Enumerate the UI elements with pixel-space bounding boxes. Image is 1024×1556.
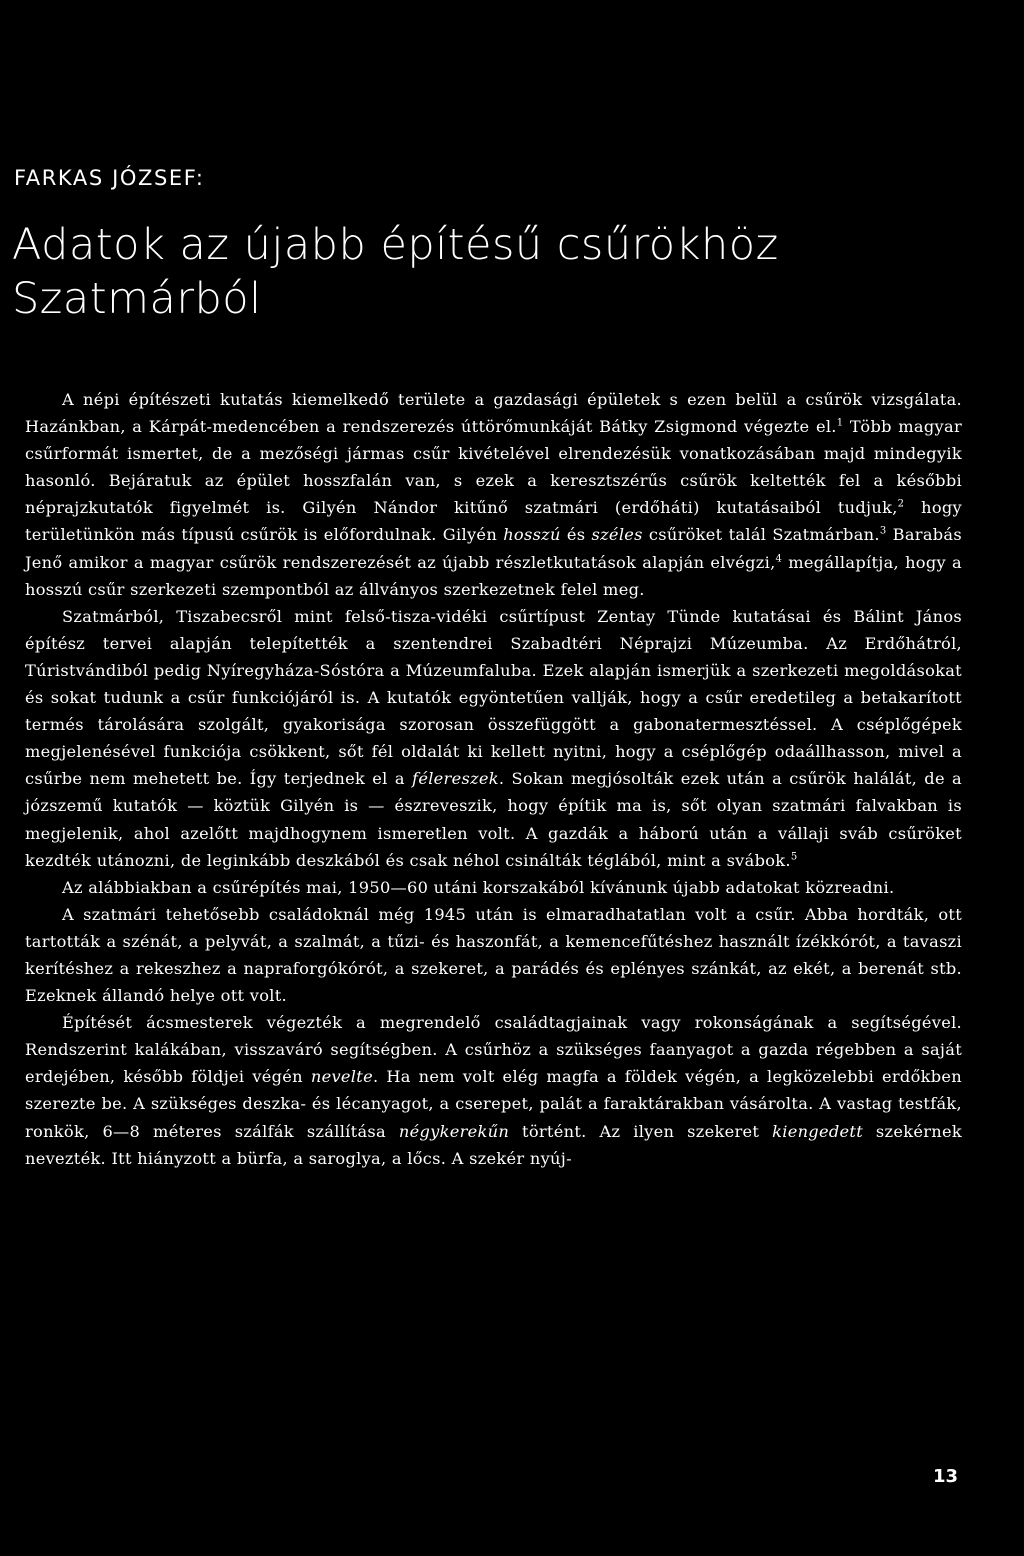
footnote-marker-4: 4 xyxy=(775,553,783,565)
article-title xyxy=(12,218,1012,326)
text-run: csűröket talál Szatmárban. xyxy=(642,525,880,545)
text-run: és xyxy=(560,525,592,545)
emphasis-felereszek: félereszek xyxy=(412,769,499,789)
title-line-1: Adatok az újabb építésű csűrökhöz xyxy=(12,220,779,270)
text-run: hogy területünkön más típusú csűrök is előfordulnak. Gilyén xyxy=(25,498,962,545)
page-number: 13 xyxy=(932,1466,958,1487)
author-name: FARKAS JÓZSEF: xyxy=(14,166,205,190)
text-run: Több magyar csűrformát ismertet, de a mezőségi jármas csűr kivételével elrendezésük vonatkozásában majd mindegyik hasonló. Bejáratuk az épület hosszfalán van, s ezek a keresztszérűs csűrök keltették fel a későbbi néprajzkutatók figyelmét is. Gilyén Nándor kitűnő szatmári (erdőháti) kutatásaiból tudjuk, xyxy=(25,417,962,518)
text-run: Szatmárból, Tiszabecsről mint felső-tisza-vidéki csűrtípust Zentay Tünde kutatásai és Bálint János építész tervei alapján telepítették a szentendrei Szabadtéri Néprajzi Múzeumba. Az Erdőhátról, Túristvándiból pedig Nyíregyháza-Sóstóra a Múzeumfaluba. Ezek alapján ismerjük a szerkezeti megoldásokat és sokat tudunk a csűr funkciójáról is. A kutatók egyöntetűen vallják, hogy a csűr eredetileg a betakarított termés tárolására szolgált, gyakorisága szorosan összefüggött a gabonatermesztéssel. A cséplőgépek megjelenésével funkciója csökkent, sőt fél oldalát ki kellett nyitni, hogy a cséplőgép odaállhasson, mivel a csűrbe nem mehetett be. Így terjednek el a xyxy=(25,606,962,789)
paragraph-5 xyxy=(25,1009,962,1172)
footnote-marker-1: 1 xyxy=(836,417,844,429)
title-line-2: Szatmárból xyxy=(12,274,262,324)
text-run: Barabás Jenő amikor a magyar csűrök rendszerezését az újabb részletkutatások alapján elvégzi, xyxy=(25,525,962,572)
emphasis-kiengedett: kiengedett xyxy=(772,1121,863,1141)
paragraph-2 xyxy=(25,603,962,874)
paragraph-1 xyxy=(25,386,962,603)
text-run: Építését ácsmesterek végezték a megrendelő családtagjainak vagy rokonságának a segítségével. Rendszerint kalákában, visszaváró segítségben. A csűrhöz a szükséges faanyagot a gazda régebben a saját erdejében, később földjei végén xyxy=(25,1013,962,1087)
text-run: történt. Az ilyen szekeret xyxy=(509,1121,773,1141)
emphasis-szeles: széles xyxy=(591,525,643,545)
text-run: . Ha nem volt elég magfa a földek végén, a legközelebbi erdőkben szerezte be. A szükséges deszka- és lécanyagot, a cserepet, palát a faraktárakban vásárolta. A vastag testfák, ronkök, 6—8 méteres szálfák szállítása xyxy=(25,1067,962,1141)
paragraph-4: A szatmári tehetősebb családoknál még 1945 után is elmaradhatatlan volt a csűr. Abba hordták, ott tartották a szénát, a pelyvát, a szalmát, a tűzi- és haszonfát, a kemencefűtéshez használt ízékkórót, a tavaszi kerítéshez a rekeszhez a napraforgókórót, a szekeret, a parádés és eplényes szánkát, az ekét, a berenát stb. Ezeknek állandó helye ott volt. xyxy=(25,904,962,1006)
text-run: . Sokan megjósolták ezek után a csűrök halálát, de a józszemű kutatók — köztük Gilyén is — észreveszik, hogy építik ma is, sőt olyan szatmári falvakban is megjelenik, ahol azelőtt majdhogynem ismeretlen volt. A gazdák a háború után a vállaji sváb csűröket kezdték utánozni, de leginkább deszkából és csak néhol csinálták téglából, mint a svábok. xyxy=(25,769,963,870)
emphasis-nevelte: nevelte xyxy=(310,1067,373,1087)
footnote-marker-3: 3 xyxy=(879,526,887,538)
emphasis-hosszu: hosszú xyxy=(503,525,561,545)
footnote-marker-2: 2 xyxy=(897,498,905,510)
emphasis-negykerekun: négykerekűn xyxy=(398,1121,510,1141)
text-run: megállapítja, hogy a hosszú csűr szerkezeti szempontból az állványos szerkezetnek felel meg. xyxy=(25,552,962,599)
text-run: A népi építészeti kutatás kiemelkedő területe a gazdasági épületek s ezen belül a csűrök vizsgálata. Hazánkban, a Kárpát-medencében a rendszerezés úttörőmunkáját Bátky Zsigmond végezte el. xyxy=(25,390,962,437)
footnote-marker-5: 5 xyxy=(790,851,798,863)
paragraph-3: Az alábbiakban a csűrépítés mai, 1950—60 utáni korszakából kívánunk újabb adatokat közreadni. xyxy=(62,877,895,897)
text-run: szekérnek nevezték. Itt hiányzott a bürfa, a saroglya, a lőcs. A szekér nyúj- xyxy=(25,1121,962,1168)
article-body xyxy=(25,386,962,1172)
